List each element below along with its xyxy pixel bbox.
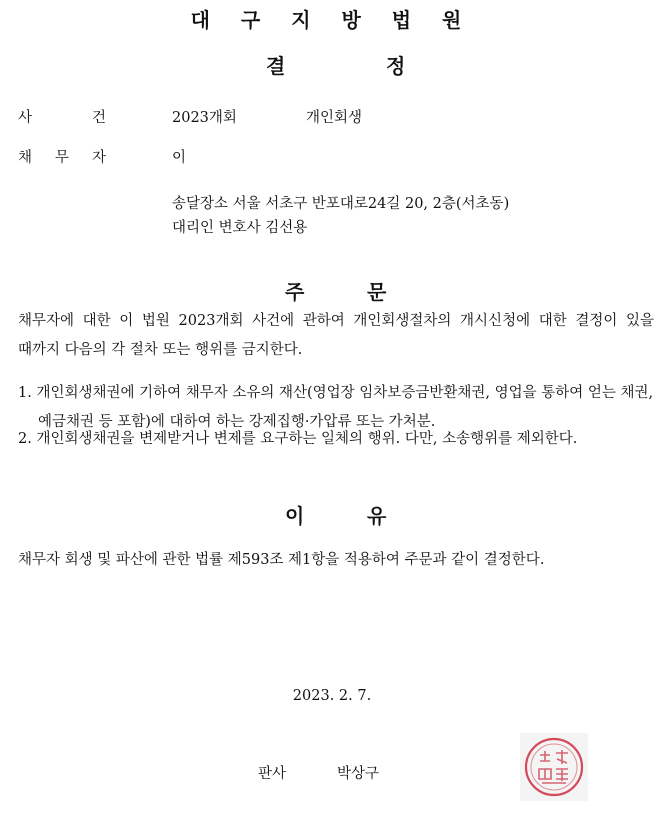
case-label-2: 건 (92, 110, 107, 126)
court-name: 대 구 지 방 법 원 (190, 8, 474, 32)
decision-date: 2023. 2. 7. (292, 688, 372, 704)
service-address: 송달장소 서울 서초구 반포대로24길 20, 2층(서초동) (172, 196, 510, 212)
order-heading-left: 주 (285, 280, 305, 304)
debtor-label-1: 채 (18, 150, 33, 166)
reason-heading-right: 유 (367, 504, 387, 528)
agent: 대리인 변호사 김선용 (172, 220, 308, 236)
judge-label: 판사 (258, 766, 287, 782)
case-number: 2023개회 (172, 110, 237, 126)
order-item-1: 1. 개인회생채권에 기하여 채무자 소유의 재산(영업장 임차보증금반환채권, 영업을 통하여 얻는 채권, 예금채권 등 포함)에 대하여 하는 강제집행·가압류 또는 가처분. (18, 385, 654, 430)
debtor-label-3: 자 (92, 150, 107, 166)
order-paragraph: 채무자에 대한 이 법원 2023개회 사건에 관하여 개인회생절차의 개시신청에 대한 결정이 있을 때까지 다음의 각 절차 또는 행위를 금지한다. (18, 313, 654, 358)
doc-type-left: 결 (266, 54, 286, 78)
order-item-2: 2. 개인회생채권을 변제받거나 변제를 요구하는 일체의 행위. 다만, 소송행위를 제외한다. (18, 431, 578, 447)
judge-name: 박상구 (337, 766, 380, 782)
debtor-name: 이 (172, 150, 187, 166)
reason-text: 채무자 회생 및 파산에 관한 법률 제593조 제1항을 적용하여 주문과 같이 결정한다. (18, 552, 545, 568)
case-label-1: 사 (18, 110, 33, 126)
order-heading-right: 문 (367, 280, 387, 304)
case-name: 개인회생 (306, 110, 363, 126)
reason-heading-left: 이 (285, 504, 305, 528)
debtor-label-2: 무 (55, 150, 70, 166)
doc-type-right: 정 (386, 54, 406, 78)
court-seal-icon (520, 733, 588, 801)
